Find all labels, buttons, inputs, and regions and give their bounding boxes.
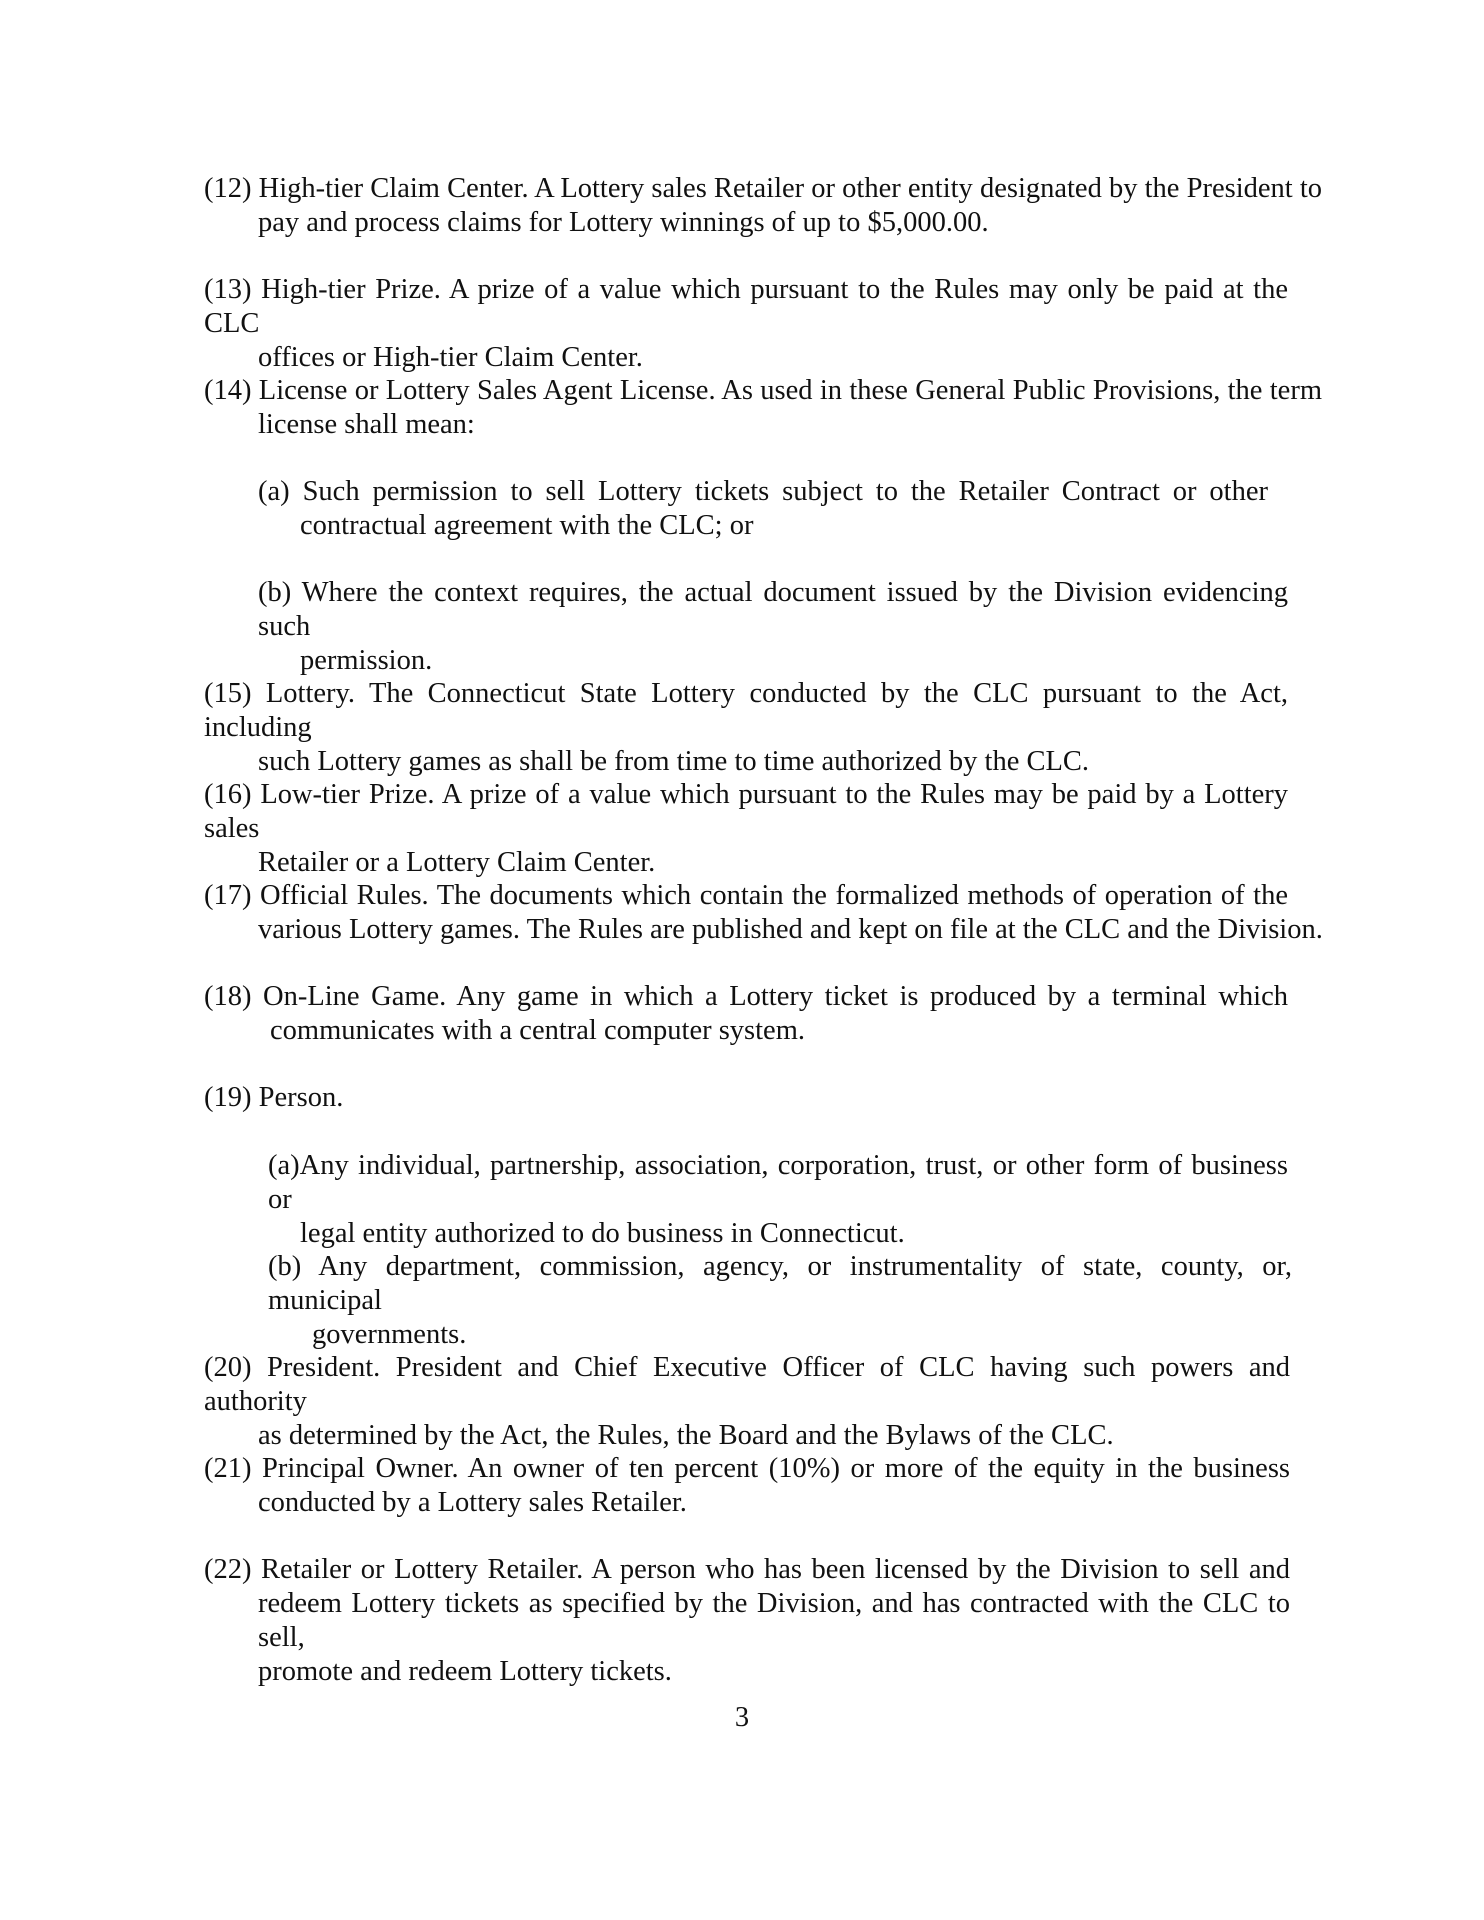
definition-text-line: Person.: [258, 1082, 344, 1113]
definition-number: (12): [204, 173, 252, 204]
definition-14: [204, 374, 1322, 442]
definition-text-line: License or Lottery Sales Agent License. As used in these General Public Provisions, the term: [258, 375, 1322, 406]
definition-number: (18): [204, 981, 252, 1012]
definition-text-line: Any individual, partnership, association, corporation, trust, or other form of business or: [268, 1150, 1288, 1215]
definition-text-line: Lottery. The Connecticut State Lottery conducted by the CLC pursuant to the Act, including: [204, 678, 1288, 743]
definition-number: (17): [204, 880, 252, 911]
definition-12: [204, 172, 1322, 240]
definition-number: (19): [204, 1082, 252, 1113]
definition-text-line: Any department, commission, agency, or instrumentality of state, county, or, municipal: [268, 1251, 1292, 1316]
definition-text-line: Low-tier Prize. A prize of a value which pursuant to the Rules may be paid by a Lottery sales: [204, 779, 1289, 844]
definition-text-line: conducted by a Lottery sales Retailer.: [258, 1487, 687, 1518]
definition-text-line: On-Line Game. Any game in which a Lottery ticket is produced by a terminal which: [263, 981, 1289, 1012]
definition-19-a: [268, 1149, 1288, 1251]
definition-text-line: President. President and Chief Executive Officer of CLC having such powers and authority: [204, 1352, 1291, 1417]
definition-text-line: Official Rules. The documents which contain the formalized methods of operation of the: [260, 880, 1288, 911]
definition-text-line: Principal Owner. An owner of ten percent (10%) or more of the equity in the business: [262, 1453, 1290, 1484]
definition-text-line: contractual agreement with the CLC; or: [300, 510, 754, 541]
definition-number: (a): [268, 1150, 300, 1181]
definition-text-line: permission.: [300, 645, 433, 676]
definition-21: [204, 1452, 1322, 1520]
definition-number: (14): [204, 375, 252, 406]
definition-number: (13): [204, 274, 252, 305]
definition-15: [204, 677, 1322, 779]
definition-text-line: communicates with a central computer system.: [270, 1015, 806, 1046]
definition-20: [204, 1351, 1322, 1453]
definition-number: (21): [204, 1453, 252, 1484]
definition-number: (20): [204, 1352, 252, 1383]
definition-16: [204, 778, 1322, 880]
definition-number: (16): [204, 779, 252, 810]
definition-number: (15): [204, 678, 252, 709]
definition-number: (22): [204, 1554, 252, 1585]
definition-text-line: legal entity authorized to do business in Connecticut.: [300, 1218, 905, 1249]
definition-text-line: governments.: [312, 1319, 467, 1350]
definition-14-b: [258, 576, 1288, 678]
definition-text-line: Such permission to sell Lottery tickets subject to the Retailer Contract or other: [302, 476, 1268, 507]
definition-text-line: offices or High-tier Claim Center.: [258, 342, 643, 373]
definition-13: [204, 273, 1322, 375]
definition-18: [204, 980, 1322, 1048]
definition-text-line: Retailer or a Lottery Claim Center.: [258, 847, 656, 878]
definition-number: (b): [258, 577, 292, 608]
definition-17: [204, 879, 1322, 947]
definition-text-line: Retailer or Lottery Retailer. A person who has been licensed by the Division to sell and: [261, 1554, 1290, 1585]
definition-text-line: as determined by the Act, the Rules, the Board and the Bylaws of the CLC.: [258, 1420, 1114, 1451]
definition-22: [204, 1553, 1322, 1689]
definition-19: [204, 1081, 1322, 1115]
definition-text-line: High-tier Claim Center. A Lottery sales Retailer or other entity designated by the President to: [258, 173, 1322, 204]
definition-number: (a): [258, 476, 290, 507]
definition-text-line: redeem Lottery tickets as specified by the Division, and has contracted with the CLC to sell,: [258, 1588, 1290, 1653]
definition-14-a: [258, 475, 1268, 543]
page-number: 3: [734, 1702, 750, 1733]
definition-text-line: various Lottery games. The Rules are published and kept on file at the CLC and the Division.: [258, 914, 1323, 945]
definition-text-line: promote and redeem Lottery tickets.: [258, 1656, 672, 1687]
definition-19-b: [268, 1250, 1292, 1352]
definition-number: (b): [268, 1251, 302, 1282]
definition-text-line: license shall mean:: [258, 409, 475, 440]
definition-text-line: High-tier Prize. A prize of a value which pursuant to the Rules may only be paid at the CLC: [204, 274, 1289, 339]
definition-text-line: such Lottery games as shall be from time to time authorized by the CLC.: [258, 746, 1090, 777]
definition-text-line: pay and process claims for Lottery winnings of up to $5,000.00.: [258, 207, 989, 238]
definition-text-line: Where the context requires, the actual document issued by the Division evidencing such: [258, 577, 1288, 642]
